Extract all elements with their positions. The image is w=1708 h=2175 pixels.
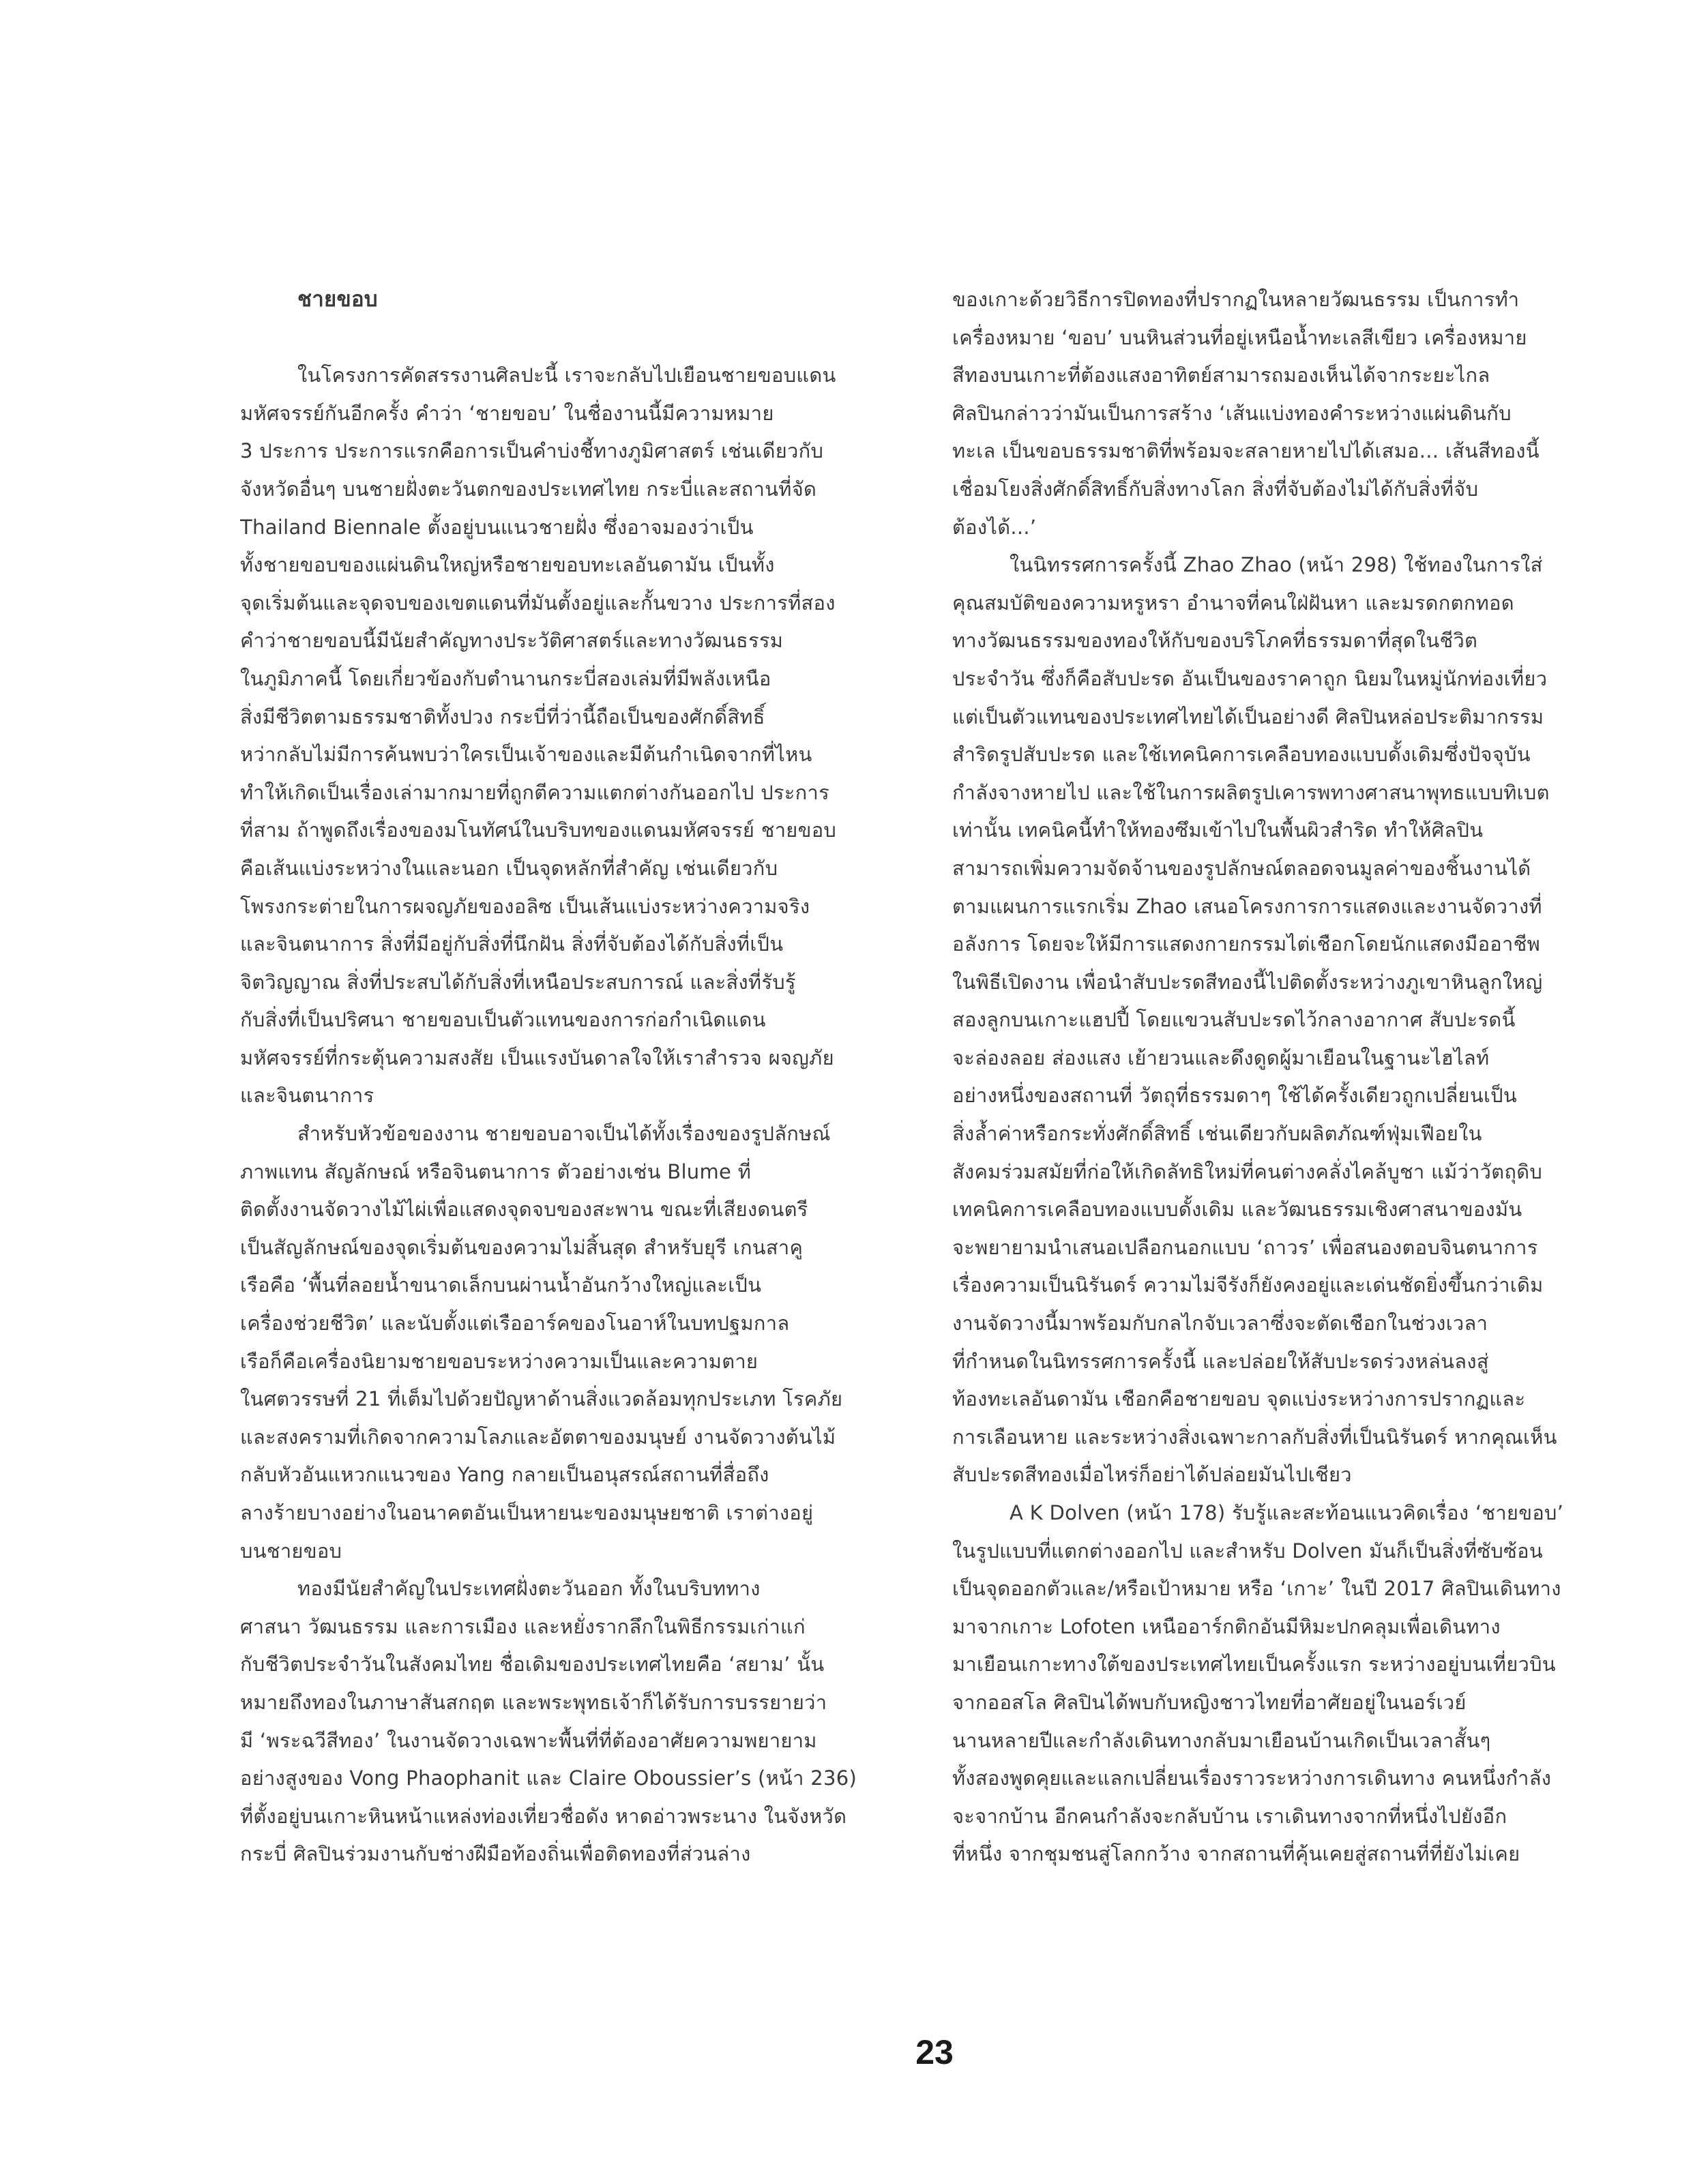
right-column — [952, 281, 1643, 1874]
left-column-text-line: จิตวิญญาณ สิ่งที่ประสบได้กับสิ่งที่เหนือประสบการณ์ และสิ่งที่รับรู้ — [240, 970, 796, 994]
right-column-text-line: ที่หนึ่ง จากชุมชนสู่โลกกว้าง จากสถานที่คุ้นเคยสู่สถานที่ที่ยังไม่เคย — [952, 1842, 1520, 1866]
left-column-text-line: สิ่งมีชีวิตตามธรรมชาติทั้งปวง กระบี่ที่ว่านี้ถือเป็นของศักดิ์สิทธิ์ — [240, 705, 765, 728]
right-column-text-line: เชื่อมโยงสิ่งศักดิ์สิทธิ์กับสิ่งทางโลก สิ่งที่จับต้องไม่ได้กับสิ่งที่จับ — [952, 477, 1479, 501]
left-column-text-line: มหัศจรรย์กันอีกครั้ง คำว่า ‘ชายขอบ’ ในชื่องานนี้มีความหมาย — [240, 401, 774, 425]
left-column-text-line: ภาพแทน สัญลักษณ์ หรือจินตนาการ ตัวอย่างเช่น Blume ที่ — [240, 1159, 752, 1183]
left-column-text-line: เรือคือ ‘พื้นที่ลอยน้ำขนาดเล็กบนผ่านน้ำอันกว้างใหญ่และเป็น — [240, 1273, 762, 1297]
left-column-text-line: จุดเริ่มต้นและจุดจบของเขตแดนที่มันตั้งอยู่และกั้นขวาง ประการที่สอง — [240, 591, 836, 615]
left-column-text-line: ในศตวรรษที่ 21 ที่เต็มไปด้วยปัญหาด้านสิ่งแวดล้อมทุกประเภท โรคภัย — [240, 1387, 843, 1411]
right-column-text-line: นานหลายปีและกำลังเดินทางกลับมาเยือนบ้านเกิดเป็นเวลาสั้นๆ — [952, 1728, 1491, 1752]
right-column-text-line: การเลือนหาย และระหว่างสิ่งเฉพาะกาลกับสิ่งที่เป็นนิรันดร์ หากคุณเห็น — [952, 1425, 1557, 1449]
right-column-text-line: ในรูปแบบที่แตกต่างออกไป และสำหรับ Dolven มันก็เป็นสิ่งที่ซับซ้อน — [952, 1539, 1543, 1563]
left-column-text-line: Thailand Biennale ตั้งอยู่บนแนวชายฝั่ง ซึ่งอาจมองว่าเป็น — [240, 515, 754, 539]
left-column-text-line: ศาสนา วัฒนธรรม และการเมือง และหยั่งรากลึกในพิธีกรรมเก่าแก่ — [240, 1614, 806, 1638]
right-column-text-line: A K Dolven (หน้า 178) รับรู้และสะท้อนแนวคิดเรื่อง ‘ชายขอบ’ — [1010, 1501, 1564, 1524]
right-column-text-line: เครื่องหมาย ‘ขอบ’ บนหินส่วนที่อยู่เหนือน้ำทะเลสีเขียว เครื่องหมาย — [952, 325, 1527, 349]
right-column-text-line: สังคมร่วมสมัยที่ก่อให้เกิดลัทธิใหม่ที่คนต่างคลั่งไคล้บูชา แม้ว่าวัตถุดิบ — [952, 1159, 1543, 1183]
right-column-text-line: ท้องทะเลอันดามัน เชือกคือชายขอบ จุดแบ่งระหว่างการปรากฏและ — [952, 1387, 1526, 1411]
right-column-text-line: สิ่งล้ำค่าหรือกระทั่งศักดิ์สิทธิ์ เช่นเดียวกับผลิตภัณฑ์ฟุ่มเฟือยใน — [952, 1122, 1482, 1146]
left-column-text-line: กระบี่ ศิลปินร่วมงานกับช่างฝีมือท้องถิ่นเพื่อติดทองที่ส่วนล่าง — [240, 1842, 751, 1866]
left-column-text-line: สำหรับหัวข้อของงาน ชายขอบอาจเป็นได้ทั้งเรื่องของรูปลักษณ์ — [297, 1122, 831, 1146]
right-column-text-line: อย่างหนึ่งของสถานที่ วัตถุที่ธรรมดาๆ ใช้ได้ครั้งเดียวถูกเปลี่ยนเป็น — [952, 1084, 1518, 1108]
right-column-text-line: จะล่องลอย ส่องแสง เย้ายวนและดึงดูดผู้มาเยือนในฐานะไฮไลท์ — [952, 1046, 1490, 1069]
left-column-text-line: เป็นสัญลักษณ์ของจุดเริ่มต้นของความไม่สิ้นสุด สำหรับยุรี เกนสาคู — [240, 1235, 804, 1259]
left-column-text-line: กับชีวิตประจำวันในสังคมไทย ชื่อเดิมของประเทศไทยคือ ‘สยาม’ นั้น — [240, 1653, 825, 1676]
left-column-text-line: ลางร้ายบางอย่างในอนาคตอันเป็นหายนะของมนุษยชาติ เราต่างอยู่ — [240, 1501, 814, 1524]
left-column-text-line: มี ‘พระฉวีสีทอง’ ในงานจัดวางเฉพาะพื้นที่ที่ต้องอาศัยความพยายาม — [240, 1728, 817, 1752]
left-column-text-line: ทำให้เกิดเป็นเรื่องเล่ามากมายที่ถูกตีความแตกต่างกันออกไป ประการ — [240, 780, 829, 804]
right-column-text-line: ศิลปินกล่าวว่ามันเป็นการสร้าง ‘เส้นแบ่งทองคำระหว่างแผ่นดินกับ — [952, 401, 1512, 425]
right-column-text-line: เรื่องความเป็นนิรันดร์ ความไม่จีรังก็ยังคงอยู่และเด่นชัดยิ่งขึ้นกว่าเดิม — [952, 1273, 1544, 1297]
left-column-text-line: เครื่องช่วยชีวิต’ และนับตั้งแต่เรืออาร์คของโนอาห์ในบทปฐมกาล — [240, 1312, 790, 1335]
left-column-text-line: ทองมีนัยสำคัญในประเทศฝั่งตะวันออก ทั้งในบริบททาง — [297, 1577, 761, 1601]
right-column-text-line: ทางวัฒนธรรมของทองให้กับของบริโภคที่ธรรมดาที่สุดในชีวิต — [952, 629, 1478, 653]
right-column-text-line: ประจำวัน ซึ่งก็คือสับปะรด อันเป็นของราคาถูก นิยมในหมู่นักท่องเที่ยว — [952, 666, 1548, 690]
right-column-text-line: กำลังจางหายไป และใช้ในการผลิตรูปเคารพทางศาสนาพุทธแบบทิเบต — [952, 780, 1550, 804]
right-column-text-line: คุณสมบัติของความหรูหรา อำนาจที่คนใฝ่ฝันหา และมรดกตกทอด — [952, 591, 1514, 615]
right-column-text-line: ของเกาะด้วยวิธีการปิดทองที่ปรากฏในหลายวัฒนธรรม เป็นการทำ — [952, 288, 1520, 311]
right-column-text-line: ทะเล เป็นขอบธรรมชาติที่พร้อมจะสลายหายไปได้เสมอ... เส้นสีทองนี้ — [952, 439, 1540, 463]
left-column-text-line: ติดตั้งงานจัดวางไม้ไผ่เพื่อแสดงจุดจบของสะพาน ขณะที่เสียงดนตรี — [240, 1198, 808, 1222]
left-column-text-line: หมายถึงทองในภาษาสันสกฤต และพระพุทธเจ้าก็ได้รับการบรรยายว่า — [240, 1690, 827, 1714]
left-column-text-line: และจินตนาการ — [240, 1084, 374, 1108]
right-column-text-line: สองลูกบนเกาะแฮปปี้ โดยแขวนสับปะรดไว้กลางอากาศ สับปะรดนี้ — [952, 1008, 1516, 1032]
right-column-text-line: ที่กำหนดในนิทรรศการครั้งนี้ และปล่อยให้สับปะรดร่วงหล่นลงสู่ — [952, 1349, 1489, 1373]
right-column-text-line: ในพิธีเปิดงาน เพื่อนำสับปะรดสีทองนี้ไปติดตั้งระหว่างภูเขาหินลูกใหญ่ — [952, 970, 1543, 994]
left-column-text-line: กลับหัวอันแหวกแนวของ Yang กลายเป็นอนุสรณ์สถานที่สื่อถึง — [240, 1463, 769, 1487]
left-column-text-line: ทั้งชายขอบของแผ่นดินใหญ่หรือชายขอบทะเลอันดามัน เป็นทั้ง — [240, 553, 775, 577]
right-column-text-line: จะจากบ้าน อีกคนกำลังจะกลับบ้าน เราเดินทางจากที่หนึ่งไปยังอีก — [952, 1804, 1507, 1828]
right-column-text-line: จะพยายามนำเสนอเปลือกนอกแบบ ‘ถาวร’ เพื่อสนองตอบจินตนาการ — [952, 1235, 1538, 1259]
right-column-text-line: ในนิทรรศการครั้งนี้ Zhao Zhao (หน้า 298) ใช้ทองในการใส่ — [1010, 553, 1543, 577]
left-column-text — [240, 357, 930, 1874]
left-column-text-line: หว่ากลับไม่มีการค้นพบว่าใครเป็นเจ้าของและมีต้นกำเนิดจากที่ไหน — [240, 743, 812, 767]
right-column-text-line: มาจากเกาะ Lofoten เหนืออาร์กติกอันมีหิมะปกคลุมเพื่อเดินทาง — [952, 1614, 1501, 1638]
right-column-text-line: จากออสโล ศิลปินได้พบกับหญิงชาวไทยที่อาศัยอยู่ในนอร์เวย์ — [952, 1690, 1467, 1714]
left-column — [240, 281, 930, 1874]
left-column-text-line: และสงครามที่เกิดจากความโลภและอัตตาของมนุษย์ งานจัดวางต้นไม้ — [240, 1425, 836, 1449]
page-number: 23 — [915, 2033, 954, 2071]
right-column-text-line: ตามแผนการแรกเริ่ม Zhao เสนอโครงการการแสดงและงานจัดวางที่ — [952, 894, 1542, 918]
left-column-text-line: โพรงกระต่ายในการผจญภัยของอลิซ เป็นเส้นแบ่งระหว่างความจริง — [240, 894, 810, 918]
left-column-text-line: คือเส้นแบ่งระหว่างในและนอก เป็นจุดหลักที่สำคัญ เช่นเดียวกับ — [240, 856, 778, 880]
right-column-text-line: สามารถเพิ่มความจัดจ้านของรูปลักษณ์ตลอดจนมูลค่าของชิ้นงานได้ — [952, 856, 1531, 880]
right-column-text-line: แต่เป็นตัวแทนของประเทศไทยได้เป็นอย่างดี ศิลปินหล่อประติมากรรม — [952, 705, 1544, 728]
right-column-text-line: ต้องได้...’ — [952, 515, 1037, 539]
right-column-text-line: เทคนิคการเคลือบทองแบบดั้งเดิม และวัฒนธรรมเชิงศาสนาของมัน — [952, 1198, 1522, 1222]
left-column-text-line: เรือก็คือเครื่องนิยามชายขอบระหว่างความเป็นและความตาย — [240, 1349, 759, 1373]
left-column-text-line: 3 ประการ ประการแรกคือการเป็นคำบ่งชี้ทางภูมิศาสตร์ เช่นเดียวกับ — [240, 439, 824, 463]
left-column-text-line: ที่ตั้งอยู่บนเกาะหินหน้าแหล่งท่องเที่ยวชื่อดัง หาดอ่าวพระนาง ในจังหวัด — [240, 1804, 847, 1828]
right-column-text-line: อลังการ โดยจะให้มีการแสดงกายกรรมไต่เชือกโดยนักแสดงมืออาชีพ — [952, 932, 1541, 956]
right-column-text-line: สีทองบนเกาะที่ต้องแสงอาทิตย์สามารถมองเห็นได้จากระยะไกล — [952, 364, 1490, 387]
left-column-text-line: และจินตนาการ สิ่งที่มีอยู่กับสิ่งที่นึกฝัน สิ่งที่จับต้องได้กับสิ่งที่เป็น — [240, 932, 784, 956]
left-column-text-line: คำว่าชายขอบนี้มีนัยสำคัญทางประวัติศาสตร์และทางวัฒนธรรม — [240, 629, 784, 653]
right-column-text-line: เป็นจุดออกตัวและ/หรือเป้าหมาย หรือ ‘เกาะ’ ในปี 2017 ศิลปินเดินทาง — [952, 1577, 1561, 1601]
left-column-text-line: กับสิ่งที่เป็นปริศนา ชายขอบเป็นตัวแทนของการก่อกำเนิดแดน — [240, 1008, 766, 1032]
left-column-text-line: มหัศจรรย์ที่กระตุ้นความสงสัย เป็นแรงบันดาลใจให้เราสำรวจ ผจญภัย — [240, 1046, 834, 1069]
left-column-text-line: จังหวัดอื่นๆ บนชายฝั่งตะวันตกของประเทศไทย กระบี่และสถานที่จัด — [240, 477, 817, 501]
left-column-text-line: ในภูมิภาคนี้ โดยเกี่ยวข้องกับตำนานกระบี่สองเล่มที่มีพลังเหนือ — [240, 666, 771, 690]
right-column-text — [952, 281, 1643, 1874]
right-column-text-line: สับปะรดสีทองเมื่อไหร่ก็อย่าได้ปล่อยมันไปเชียว — [952, 1463, 1352, 1487]
left-column-text-line: บนชายขอบ — [240, 1539, 342, 1563]
left-column-text-line: ที่สาม ถ้าพูดถึงเรื่องของมโนทัศน์ในบริบทของแดนมหัศจรรย์ ชายขอบ — [240, 818, 837, 842]
right-column-text-line: เท่านั้น เทคนิคนี้ทำให้ทองซึมเข้าไปในพื้นผิวสำริด ทำให้ศิลปิน — [952, 818, 1484, 842]
right-column-text-line: งานจัดวางนี้มาพร้อมกับกลไกจับเวลาซึ่งจะตัดเชือกในช่วงเวลา — [952, 1312, 1488, 1335]
left-column-text-line: ในโครงการคัดสรรงานศิลปะนี้ เราจะกลับไปเยือนชายขอบแดน — [297, 364, 836, 387]
right-column-text-line: ทั้งสองพูดคุยและแลกเปลี่ยนเรื่องราวระหว่างการเดินทาง คนหนึ่งกำลัง — [952, 1766, 1552, 1790]
right-column-text-line: สำริดรูปสับปะรด และใช้เทคนิคการเคลือบทองแบบดั้งเดิมซึ่งปัจจุบัน — [952, 743, 1531, 767]
left-column-text-line: อย่างสูงของ Vong Phaophanit และ Claire Oboussier’s (หน้า 236) — [240, 1766, 857, 1790]
section-heading: ชายขอบ — [297, 287, 378, 312]
right-column-text-line: มาเยือนเกาะทางใต้ของประเทศไทยเป็นครั้งแรก ระหว่างอยู่บนเที่ยวบิน — [952, 1653, 1556, 1676]
